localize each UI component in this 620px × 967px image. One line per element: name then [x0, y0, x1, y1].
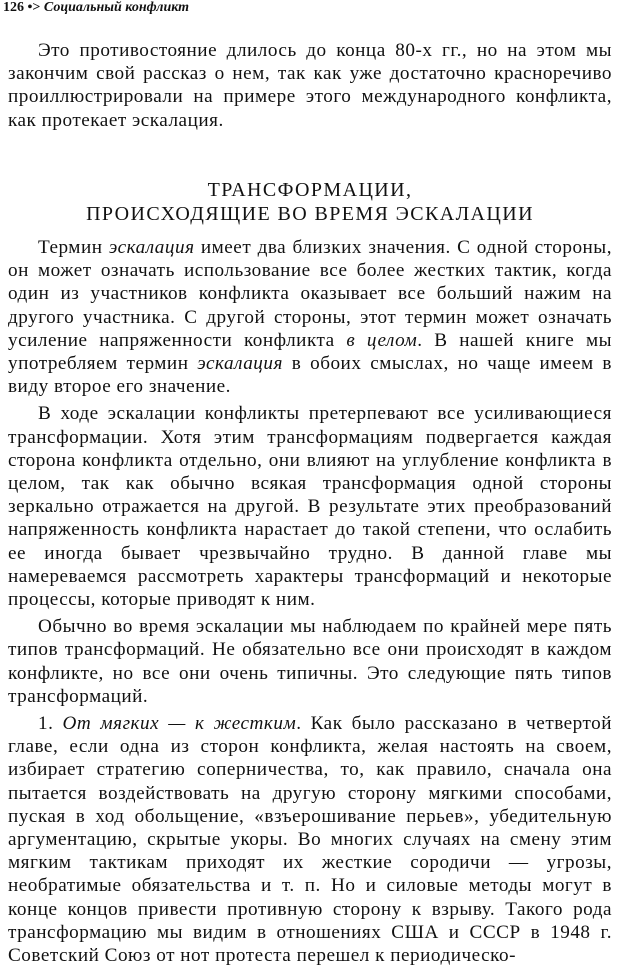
- paragraph-1: [8, 236, 612, 398]
- p1-text-b: имеет два близких значения. С одной стороны, он может означать использование все более жестких тактик, когда один из участников конфликта оказывает все больший нажим на другого участника. С другой стороны, этот термин может означать усиление напряженности конфликта: [8, 237, 612, 351]
- intro-paragraph: Это противостояние длилось до конца 80-х гг., но на этом мы закончим свой рассказ о нем, так как уже достаточно красноречиво проиллюстрировали на примере этого международного конфликта, как протекает эскалация.: [8, 40, 612, 131]
- paragraph-3: Обычно во время эскалации мы наблюдаем по крайней мере пять типов трансформаций. Не обязательно все они происходят в каждом конфликте, но все они очень типичны. Это следующие пять типов трансформаций.: [8, 616, 612, 707]
- p1-text-c: . В нашей книге мы употребляем термин: [8, 329, 612, 375]
- p4-number: 1.: [38, 713, 63, 735]
- p1-in-whole: в целом: [346, 329, 418, 351]
- p1-text-d: в обоих смыслах, но чаще имеем в виду второе его значение.: [8, 353, 612, 398]
- section-heading-line-2: ПРОИСХОДЯЩИЕ ВО ВРЕМЯ ЭСКАЛАЦИИ: [86, 203, 534, 225]
- section-heading: [0, 178, 620, 226]
- p1-term-escalation-2: эскалация: [197, 353, 283, 375]
- intro-block: [8, 39, 612, 132]
- paragraph-4: [8, 712, 612, 967]
- book-title: Социальный конфликт: [43, 0, 190, 15]
- running-header: [3, 0, 189, 16]
- section-body: [8, 236, 612, 967]
- header-separator: •>: [27, 0, 41, 15]
- section-heading-line-1: ТРАНСФОРМАЦИИ,: [207, 179, 413, 201]
- page-number: 126: [3, 0, 24, 15]
- p1-term-escalation: эскалация: [108, 237, 195, 258]
- p4-italic-title: От мягких — к жестким: [62, 713, 297, 735]
- p1-text-a: Термин: [38, 237, 109, 258]
- paragraph-2: В ходе эскалации конфликты претерпевают все усиливающиеся трансформации. Хотя этим трансформациям подвергается каждая сторона конфликта отдельно, они влияют на углубление конфликта в целом, так как обычно всякая трансформация одной стороны зеркально отражается на другой. В результате этих преобразований напряженность конфликта нарастает до такой степени, что ослабить ее иногда бывает чрезвычайно трудно. В данной главе мы намереваемся рассмотреть характеры трансформаций и некоторые процессы, которые приводят к ним.: [8, 403, 612, 611]
- p4-text: . Как было рассказано в четвертой главе, если одна из сторон конфликта, желая настоять на своем, избирает стратегию соперничества, то, как правило, сначала она пытается воздействовать на другую сторону мягкими способами, пуская в ход обольщение, «взъерошивание перьев», убедительную аргументацию, скрытые укоры. Во многих случаях на смену этим мягким тактикам приходят их жесткие сородичи — угрозы, необратимые обязательства и т. п. Но и силовые методы могут в конце концов привести противную сторону к взрыву. Такого рода трансформацию мы видим в отношениях США и СССР в 1948 г. Советский Союз от нот протеста перешел к периодическо-: [8, 713, 613, 967]
